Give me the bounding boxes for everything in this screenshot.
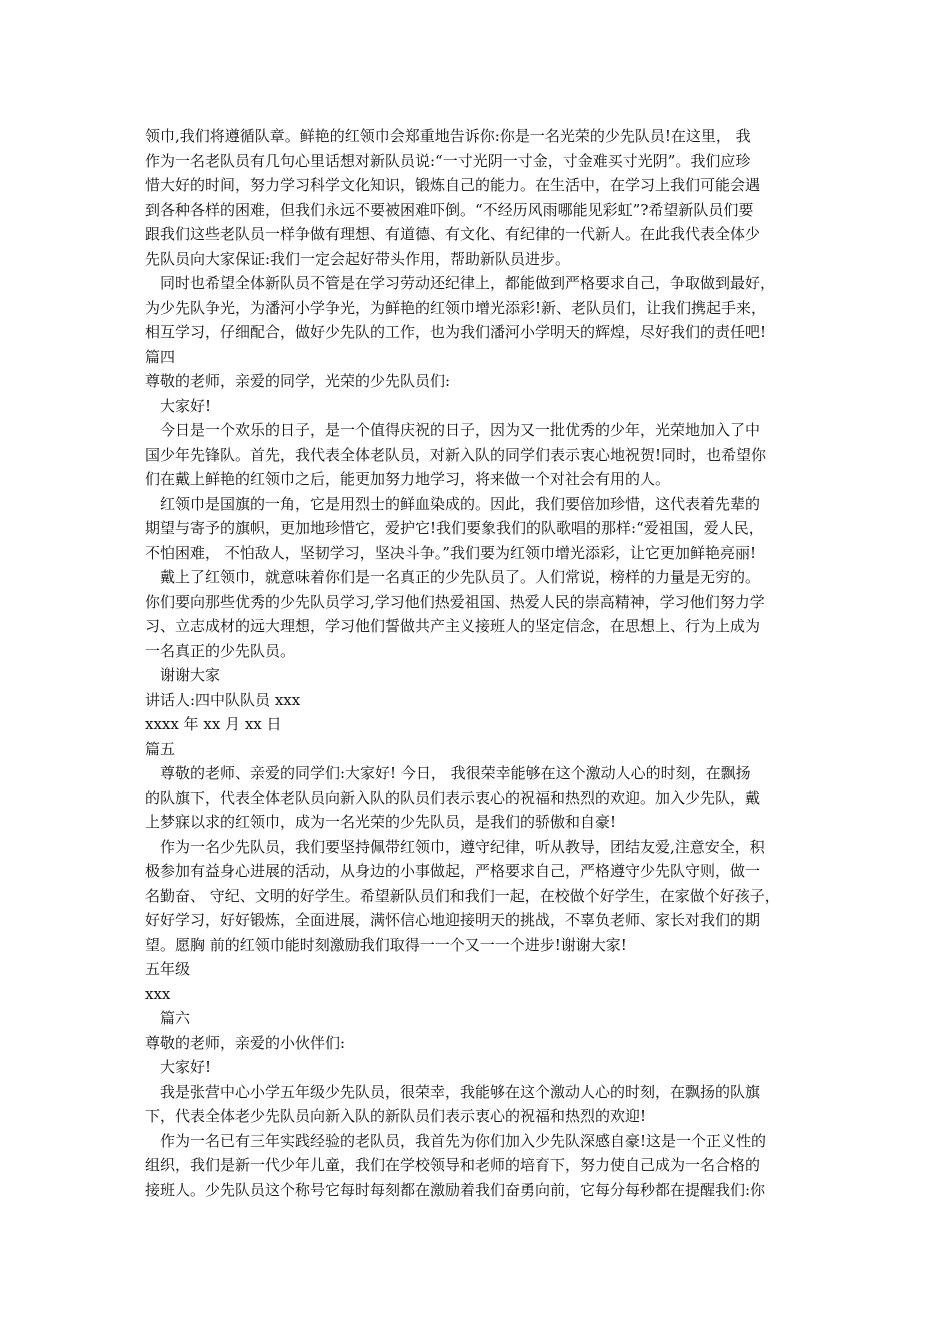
text-line: 好好学习，好好锻炼，全面进展，满怀信心地迎接明天的挑战，不辜负老师、家长对我们的期 <box>145 911 761 929</box>
text-line: 习、立志成材的远大理想，学习他们誓做共产主义接班人的坚定信念，在思想上、行为上成为 <box>145 617 761 635</box>
text-line: 组织，我们是新一代少年儿童，我们在学校领导和老师的培育下，努力使自己成为一名合格的 <box>145 1156 761 1174</box>
text-line: 大家好! <box>160 396 212 415</box>
text-line: 名勤奋、 守纪、文明的好学生。希望新队员们和我们一起，在校做个好学生，在家做个好孩子， <box>145 886 780 905</box>
text-line: xxxx 年 xx 月 xx 日 <box>145 715 282 733</box>
text-line: 作为一名已有三年实践经验的老队员，我首先为你们加入少先队深感自豪!这是一个正义性的 <box>160 1131 767 1150</box>
text-line: 上梦寐以求的红领巾，成为一名光荣的少先队员，是我们的骄傲和自豪! <box>145 813 617 831</box>
text-line: 尊敬的老师、亲爱的同学们:大家好! 今日， 我很荣幸能够在这个激动人心的时刻，在飘扬 <box>160 764 751 782</box>
text-line: 相互学习，仔细配合，做好少先队的工作，也为我们潘河小学明天的辉煌，尽好我们的责任吧! <box>145 323 767 341</box>
text-line: 一名真正的少先队员。 <box>145 641 296 660</box>
text-line: 篇六 <box>160 1009 191 1027</box>
text-line: 望。愿胸 前的红领巾能时刻激励我们取得一一个又一一个进步!谢谢大家! <box>145 935 627 954</box>
text-line: 作为一名老队员有几句心里话想对新队员说:“一寸光阴一寸金，寸金难买寸光阴”。我们应珍 <box>145 151 751 170</box>
text-line: 篇五 <box>145 739 176 758</box>
text-line: 我是张营中心小学五年级少先队员，很荣幸，我能够在这个激动人心的时刻，在飘扬的队旗 <box>160 1082 761 1101</box>
text-line: 到各种各样的困难，但我们永远不要被困难吓倒。“不经历风雨哪能见彩虹”?希望新队员们要 <box>145 200 754 219</box>
text-line: 们在戴上鲜艳的红领巾之后，能更加努力地学习，将来做一个对社会有用的人。 <box>145 470 671 488</box>
text-line: 领巾,我们将遵循队章。鲜艳的红领巾会郑重地告诉你:你是一名光荣的少先队员!在这里， 我 <box>145 127 751 145</box>
text-line: 接班人。少先队员这个称号它每时每刻都在激励着我们奋勇向前，它每分每秒都在提醒我们:你 <box>145 1180 766 1199</box>
text-line: xxx <box>145 984 171 1003</box>
text-line: 同时也希望全体新队员不管是在学习劳动还纪律上，都能做到严格要求自己，争取做到最好， <box>160 274 776 292</box>
text-line: 五年级 <box>145 960 191 978</box>
text-line: 篇四 <box>145 347 176 366</box>
text-line: 今日是一个欢乐的日子，是一个值得庆祝的日子，因为又一批优秀的少年，光荣地加入了中 <box>160 421 761 439</box>
text-line: 国少年先锋队。首先，我代表全体老队员，对新入队的同学们表示衷心地祝贺!同时，也希望你 <box>145 445 767 464</box>
text-line: 的队旗下，代表全体老队员向新入队的队员们表示衷心的祝福和热烈的欢迎。加入少先队，戴 <box>145 788 761 807</box>
document-page <box>145 124 815 1202</box>
text-line: 惜大好的时间，努力学习科学文化知识，锻炼自己的能力。在生活中，在学习上我们可能会遇 <box>145 176 761 194</box>
text-line: 尊敬的老师，亲爱的小伙伴们: <box>145 1033 346 1052</box>
text-line: 谢谢大家 <box>160 666 221 684</box>
text-line: 你们要向那些优秀的少先队员学习,学习他们热爱祖国、热爱人民的崇高精神，学习他们努力学 <box>145 592 765 611</box>
text-line: 期望与寄予的旗帜，更加地珍惜它，爱护它!我们要象我们的队歌唱的那样:“爱祖国，爱人民， <box>145 519 764 537</box>
text-line: 下，代表全体老少先队员向新入队的新队员们表示衷心的祝福和热烈的欢迎! <box>145 1107 647 1125</box>
text-line: 跟我们这些老队员一样争做有理想、有道德、有文化、有纪律的一代新人。在此我代表全体少 <box>145 225 761 243</box>
text-line: 红领巾是国旗的一角，它是用烈士的鲜血染成的。因此，我们要倍加珍惜，这代表着先辈的 <box>160 494 761 513</box>
text-line: 为少先队争光，为潘河小学争光，为鲜艳的红领巾增光添彩!新、老队员们，让我们携起手来， <box>145 298 767 317</box>
text-line: 讲话人:四中队队员 xxx <box>145 690 301 709</box>
text-line: 作为一名少先队员，我们要坚持佩带红领巾，遵守纪律，听从教导，团结友爱,注意安全，积 <box>160 837 765 856</box>
text-line: 尊敬的老师，亲爱的同学，光荣的少先队员们: <box>145 372 451 390</box>
text-line: 戴上了红领巾，就意味着你们是一名真正的少先队员了。人们常说，榜样的力量是无穷的。 <box>160 568 761 586</box>
text-line: 先队员向大家保证:我们一定会起好带头作用，帮助新队员进步。 <box>145 249 571 268</box>
text-line: 极参加有益身心进展的活动，从身边的小事做起，严格要求自己，严格遵守少先队守则，做一 <box>145 862 761 880</box>
text-line: 不怕困难， 不怕敌人，坚韧学习，坚决斗争。”我们要为红领巾增光添彩，让它更加鲜艳亮丽! <box>145 543 756 562</box>
text-line: 大家好! <box>160 1058 212 1076</box>
